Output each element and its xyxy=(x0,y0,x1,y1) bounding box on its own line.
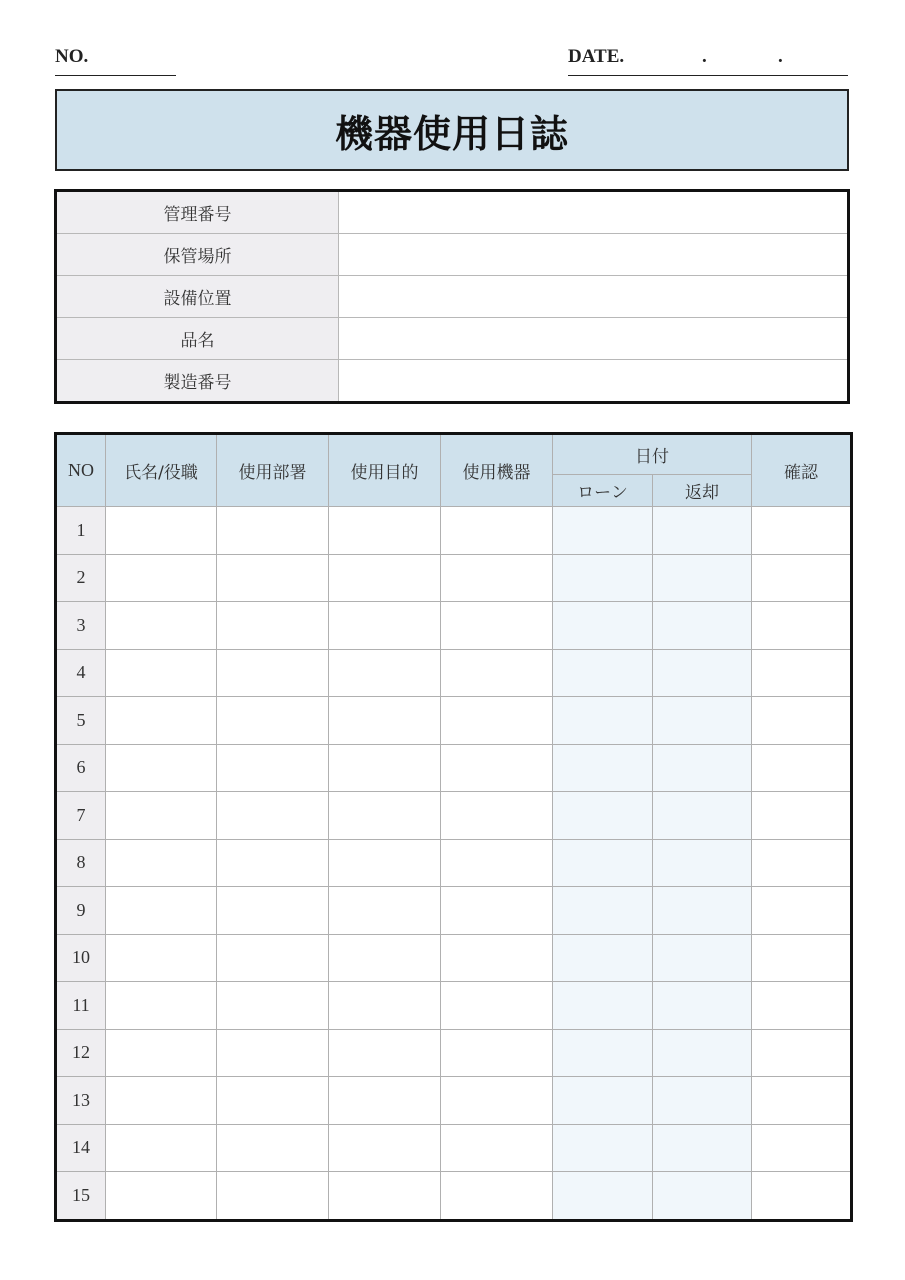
return-date-cell[interactable] xyxy=(653,887,752,935)
row-number: 1 xyxy=(56,507,106,555)
loan-date-cell[interactable] xyxy=(553,1029,653,1077)
col-header-no: NO xyxy=(56,434,106,507)
name-cell[interactable] xyxy=(106,554,217,602)
confirm-cell[interactable] xyxy=(752,697,852,745)
confirm-cell[interactable] xyxy=(752,887,852,935)
no-field[interactable] xyxy=(55,46,176,76)
return-date-cell[interactable] xyxy=(653,1172,752,1221)
row-number: 3 xyxy=(56,602,106,650)
return-date-cell[interactable] xyxy=(653,649,752,697)
purpose-cell[interactable] xyxy=(329,649,441,697)
confirm-cell[interactable] xyxy=(752,554,852,602)
equipment-cell[interactable] xyxy=(441,792,553,840)
loan-date-cell[interactable] xyxy=(553,887,653,935)
equipment-cell[interactable] xyxy=(441,649,553,697)
table-row xyxy=(56,649,852,697)
purpose-cell[interactable] xyxy=(329,602,441,650)
purpose-cell[interactable] xyxy=(329,554,441,602)
table-row xyxy=(56,697,852,745)
equipment-cell[interactable] xyxy=(441,982,553,1030)
row-number: 8 xyxy=(56,839,106,887)
loan-date-cell[interactable] xyxy=(553,839,653,887)
info-row xyxy=(56,318,849,360)
no-label: NO. xyxy=(55,46,89,67)
table-row xyxy=(56,982,852,1030)
row-number: 2 xyxy=(56,554,106,602)
confirm-cell[interactable] xyxy=(752,934,852,982)
equipment-info-table xyxy=(54,189,850,404)
info-value-field[interactable] xyxy=(339,276,849,318)
purpose-cell[interactable] xyxy=(329,744,441,792)
return-date-cell[interactable] xyxy=(653,554,752,602)
info-label: 品名 xyxy=(56,318,339,360)
name-cell[interactable] xyxy=(106,934,217,982)
equipment-cell[interactable] xyxy=(441,1029,553,1077)
name-cell[interactable] xyxy=(106,744,217,792)
info-value-field[interactable] xyxy=(339,318,849,360)
equipment-cell[interactable] xyxy=(441,744,553,792)
row-number: 6 xyxy=(56,744,106,792)
department-cell[interactable] xyxy=(217,507,329,555)
department-cell[interactable] xyxy=(217,649,329,697)
return-date-cell[interactable] xyxy=(653,1029,752,1077)
col-header-confirm: 確認 xyxy=(752,434,852,507)
col-header-name: 氏名/役職 xyxy=(106,434,217,507)
loan-date-cell[interactable] xyxy=(553,1172,653,1221)
loan-date-cell[interactable] xyxy=(553,1077,653,1125)
department-cell[interactable] xyxy=(217,602,329,650)
name-cell[interactable] xyxy=(106,982,217,1030)
confirm-cell[interactable] xyxy=(752,1124,852,1172)
confirm-cell[interactable] xyxy=(752,507,852,555)
name-cell[interactable] xyxy=(106,1077,217,1125)
confirm-cell[interactable] xyxy=(752,744,852,792)
info-row xyxy=(56,234,849,276)
return-date-cell[interactable] xyxy=(653,839,752,887)
confirm-cell[interactable] xyxy=(752,1077,852,1125)
info-value-field[interactable] xyxy=(339,360,849,403)
department-cell[interactable] xyxy=(217,1077,329,1125)
row-number: 9 xyxy=(56,887,106,935)
table-row xyxy=(56,1029,852,1077)
purpose-cell[interactable] xyxy=(329,792,441,840)
department-cell[interactable] xyxy=(217,839,329,887)
equipment-cell[interactable] xyxy=(441,839,553,887)
department-cell[interactable] xyxy=(217,1124,329,1172)
equipment-cell[interactable] xyxy=(441,697,553,745)
loan-date-cell[interactable] xyxy=(553,507,653,555)
info-row xyxy=(56,191,849,234)
page-title: 機器使用日誌 xyxy=(334,111,569,156)
loan-date-cell[interactable] xyxy=(553,1124,653,1172)
col-header-purpose: 使用目的 xyxy=(329,434,441,507)
table-row xyxy=(56,887,852,935)
table-row xyxy=(56,1172,852,1221)
loan-date-cell[interactable] xyxy=(553,649,653,697)
confirm-cell[interactable] xyxy=(752,1029,852,1077)
confirm-cell[interactable] xyxy=(752,792,852,840)
table-row xyxy=(56,507,852,555)
col-header-loan: ローン xyxy=(553,475,653,507)
department-cell[interactable] xyxy=(217,934,329,982)
info-row xyxy=(56,276,849,318)
purpose-cell[interactable] xyxy=(329,982,441,1030)
date-separator: . xyxy=(778,46,783,67)
confirm-cell[interactable] xyxy=(752,839,852,887)
table-row xyxy=(56,554,852,602)
equipment-cell[interactable] xyxy=(441,1172,553,1221)
department-cell[interactable] xyxy=(217,1029,329,1077)
date-label: DATE. xyxy=(568,46,625,67)
date-field[interactable] xyxy=(568,46,848,76)
col-header-department: 使用部署 xyxy=(217,434,329,507)
confirm-cell[interactable] xyxy=(752,1172,852,1221)
purpose-cell[interactable] xyxy=(329,934,441,982)
confirm-cell[interactable] xyxy=(752,602,852,650)
department-cell[interactable] xyxy=(217,792,329,840)
purpose-cell[interactable] xyxy=(329,697,441,745)
confirm-cell[interactable] xyxy=(752,982,852,1030)
name-cell[interactable] xyxy=(106,887,217,935)
return-date-cell[interactable] xyxy=(653,744,752,792)
equipment-cell[interactable] xyxy=(441,934,553,982)
name-cell[interactable] xyxy=(106,1124,217,1172)
purpose-cell[interactable] xyxy=(329,507,441,555)
name-cell[interactable] xyxy=(106,697,217,745)
loan-date-cell[interactable] xyxy=(553,602,653,650)
department-cell[interactable] xyxy=(217,982,329,1030)
return-date-cell[interactable] xyxy=(653,934,752,982)
info-label: 製造番号 xyxy=(56,360,339,403)
name-cell[interactable] xyxy=(106,1029,217,1077)
purpose-cell[interactable] xyxy=(329,1124,441,1172)
equipment-cell[interactable] xyxy=(441,1077,553,1125)
table-row xyxy=(56,792,852,840)
loan-date-cell[interactable] xyxy=(553,982,653,1030)
name-cell[interactable] xyxy=(106,839,217,887)
confirm-cell[interactable] xyxy=(752,649,852,697)
return-date-cell[interactable] xyxy=(653,507,752,555)
table-row xyxy=(56,602,852,650)
return-date-cell[interactable] xyxy=(653,697,752,745)
row-number: 4 xyxy=(56,649,106,697)
loan-date-cell[interactable] xyxy=(553,554,653,602)
row-number: 13 xyxy=(56,1077,106,1125)
row-number: 7 xyxy=(56,792,106,840)
name-cell[interactable] xyxy=(106,602,217,650)
loan-date-cell[interactable] xyxy=(553,697,653,745)
date-separator: . xyxy=(702,46,707,67)
row-number: 11 xyxy=(56,982,106,1030)
equipment-cell[interactable] xyxy=(441,554,553,602)
purpose-cell[interactable] xyxy=(329,887,441,935)
info-label: 保管場所 xyxy=(56,234,339,276)
col-header-date-group: 日付 xyxy=(553,434,752,475)
row-number: 14 xyxy=(56,1124,106,1172)
name-cell[interactable] xyxy=(106,649,217,697)
name-cell[interactable] xyxy=(106,507,217,555)
purpose-cell[interactable] xyxy=(329,1077,441,1125)
col-header-equipment: 使用機器 xyxy=(441,434,553,507)
purpose-cell[interactable] xyxy=(329,1172,441,1221)
usage-log-table xyxy=(54,432,853,1222)
info-row xyxy=(56,360,849,403)
info-value-field[interactable] xyxy=(339,191,849,234)
return-date-cell[interactable] xyxy=(653,982,752,1030)
department-cell[interactable] xyxy=(217,887,329,935)
table-row xyxy=(56,744,852,792)
title-banner xyxy=(55,89,849,171)
loan-date-cell[interactable] xyxy=(553,792,653,840)
row-number: 10 xyxy=(56,934,106,982)
name-cell[interactable] xyxy=(106,1172,217,1221)
purpose-cell[interactable] xyxy=(329,839,441,887)
row-number: 5 xyxy=(56,697,106,745)
return-date-cell[interactable] xyxy=(653,792,752,840)
department-cell[interactable] xyxy=(217,697,329,745)
loan-date-cell[interactable] xyxy=(553,934,653,982)
loan-date-cell[interactable] xyxy=(553,744,653,792)
department-cell[interactable] xyxy=(217,554,329,602)
equipment-cell[interactable] xyxy=(441,602,553,650)
table-row xyxy=(56,934,852,982)
purpose-cell[interactable] xyxy=(329,1029,441,1077)
info-label: 管理番号 xyxy=(56,191,339,234)
row-number: 12 xyxy=(56,1029,106,1077)
return-date-cell[interactable] xyxy=(653,602,752,650)
row-number: 15 xyxy=(56,1172,106,1221)
table-row xyxy=(56,1077,852,1125)
col-header-return: 返却 xyxy=(653,475,752,507)
equipment-cell[interactable] xyxy=(441,507,553,555)
equipment-cell[interactable] xyxy=(441,887,553,935)
equipment-cell[interactable] xyxy=(441,1124,553,1172)
return-date-cell[interactable] xyxy=(653,1124,752,1172)
table-row xyxy=(56,839,852,887)
department-cell[interactable] xyxy=(217,744,329,792)
table-row xyxy=(56,1124,852,1172)
return-date-cell[interactable] xyxy=(653,1077,752,1125)
info-label: 設備位置 xyxy=(56,276,339,318)
department-cell[interactable] xyxy=(217,1172,329,1221)
name-cell[interactable] xyxy=(106,792,217,840)
info-value-field[interactable] xyxy=(339,234,849,276)
